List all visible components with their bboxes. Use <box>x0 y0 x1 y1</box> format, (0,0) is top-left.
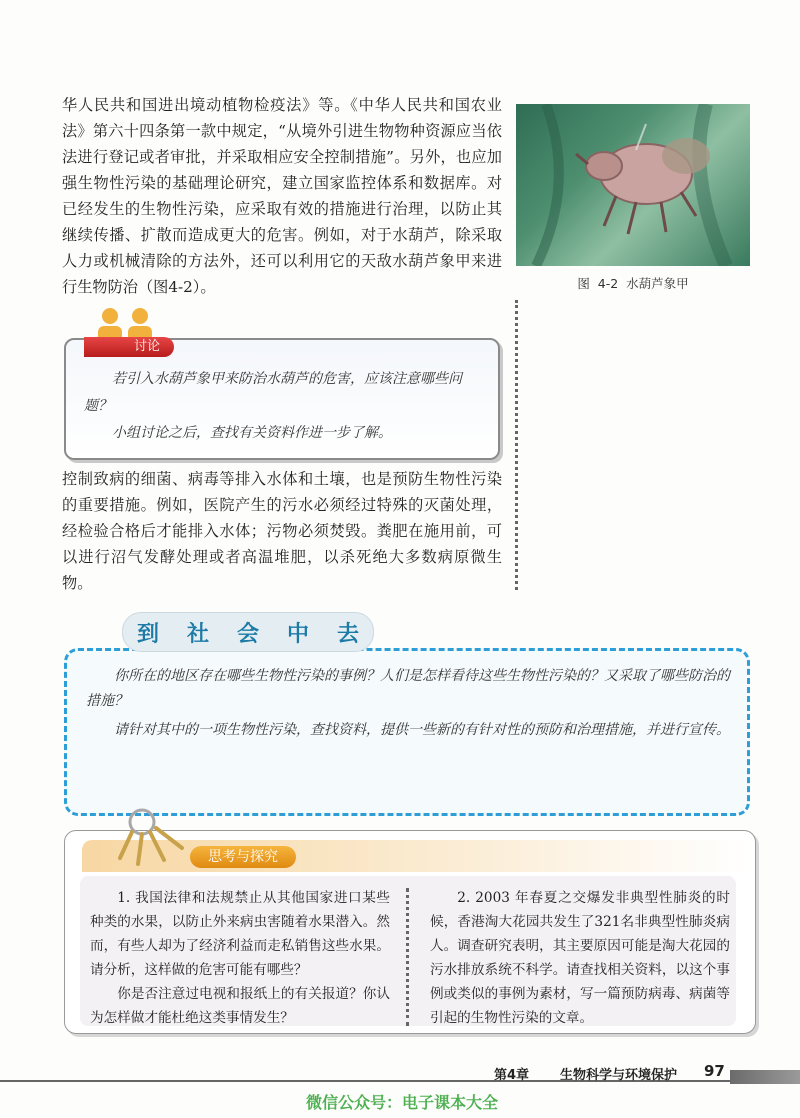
society-title-char: 社 <box>186 621 209 647</box>
discussion-question-1: 若引入水葫芦象甲来防治水葫芦的危害，应该注意哪些问题？ <box>84 371 462 414</box>
society-banner <box>122 612 374 652</box>
page-number: 97 <box>704 1062 725 1080</box>
footer-corner-block <box>730 1070 800 1084</box>
society-title-char: 到 <box>136 621 159 647</box>
think-column-divider <box>406 888 409 1026</box>
think-question-1b: 你是否注意过电视和报纸上的有关报道？你认为怎样做才能杜绝这类事情发生？ <box>90 986 390 1026</box>
keys-icon <box>112 808 192 868</box>
watermark-text: 微信公众号：电子课本大全 <box>306 1093 499 1112</box>
society-paragraph-2: 请针对其中的一项生物性污染，查找资料，提供一些新的有针对性的预防和治理措施，并进行宣传。 <box>114 722 730 738</box>
discussion-question-2: 小组讨论之后，查找有关资料作进一步了解。 <box>112 425 392 441</box>
figure-caption: 图 4-2 水葫芦象甲 <box>577 276 689 291</box>
discussion-label: 讨论 <box>84 337 174 357</box>
weevil-photo <box>516 104 750 266</box>
think-label: 思考与探究 <box>190 846 296 868</box>
discussion-text <box>84 366 484 447</box>
society-text <box>86 664 732 747</box>
footer-chapter: 第4章 <box>494 1068 530 1083</box>
footer-title: 生物科学与环境保护 <box>560 1068 678 1083</box>
society-title-char: 会 <box>236 621 259 647</box>
society-paragraph-1: 你所在的地区存在哪些生物性污染的事例？人们是怎样看待这些生物性污染的？又采取了哪些防治的措施？ <box>86 668 730 709</box>
think-question-2 <box>430 886 730 1030</box>
think-question-1a: 1. 我国法律和法规禁止从其他国家进口某些种类的水果，以防止外来病虫害随着水果潜入。然而，有些人却为了经济利益而走私销售这些水果。请分析，这样做的危害可能有哪些？ <box>90 890 390 978</box>
main-paragraph-2: 控制致病的细菌、病毒等排入水体和土壤，也是预防生物性污染的重要措施。例如，医院产生的污水必须经过特殊的灭菌处理，经检验合格后才能排入水体；污物必须焚毁。粪肥在施用前，可以进行沼气发酵处理或者高温堆肥，以杀死绝大多数病原微生物。 <box>62 470 502 592</box>
society-title-char: 去 <box>336 621 359 647</box>
think-question-2-text: 2. 2003 年春夏之交爆发非典型性肺炎的时候，香港淘大花园共发生了321名非典型性肺炎病人。调查研究表明，其主要原因可能是淘大花园的污水排放系统不科学。请查找相关资料，以这个事例或类似的事例为素材，写一篇预防病毒、病菌等引起的生物性污染的文章。 <box>430 890 730 1026</box>
society-title-char: 中 <box>286 621 309 647</box>
main-paragraph-1: 华人民共和国进出境动植物检疫法》等。《中华人民共和国农业法》第六十四条第一款中规定，“从境外引进生物物种资源应当依法进行登记或者审批，并采取相应安全控制措施”。另外，也应加强生物性污染的基础理论研究，建立国家监控体系和数据库。对已经发生的生物性污染，应采取有效的措施进行治理，以防止其继续传播、扩散而造成更大的危害。例如，对于水葫芦，除采取人力或机械清除的方法外，还可以利用它的天敌水葫芦象甲来进行生物防治（图4-2）。 <box>62 96 502 296</box>
weevil-illustration <box>516 104 750 266</box>
think-question-1 <box>90 886 390 1030</box>
margin-dotted-divider <box>515 300 518 590</box>
